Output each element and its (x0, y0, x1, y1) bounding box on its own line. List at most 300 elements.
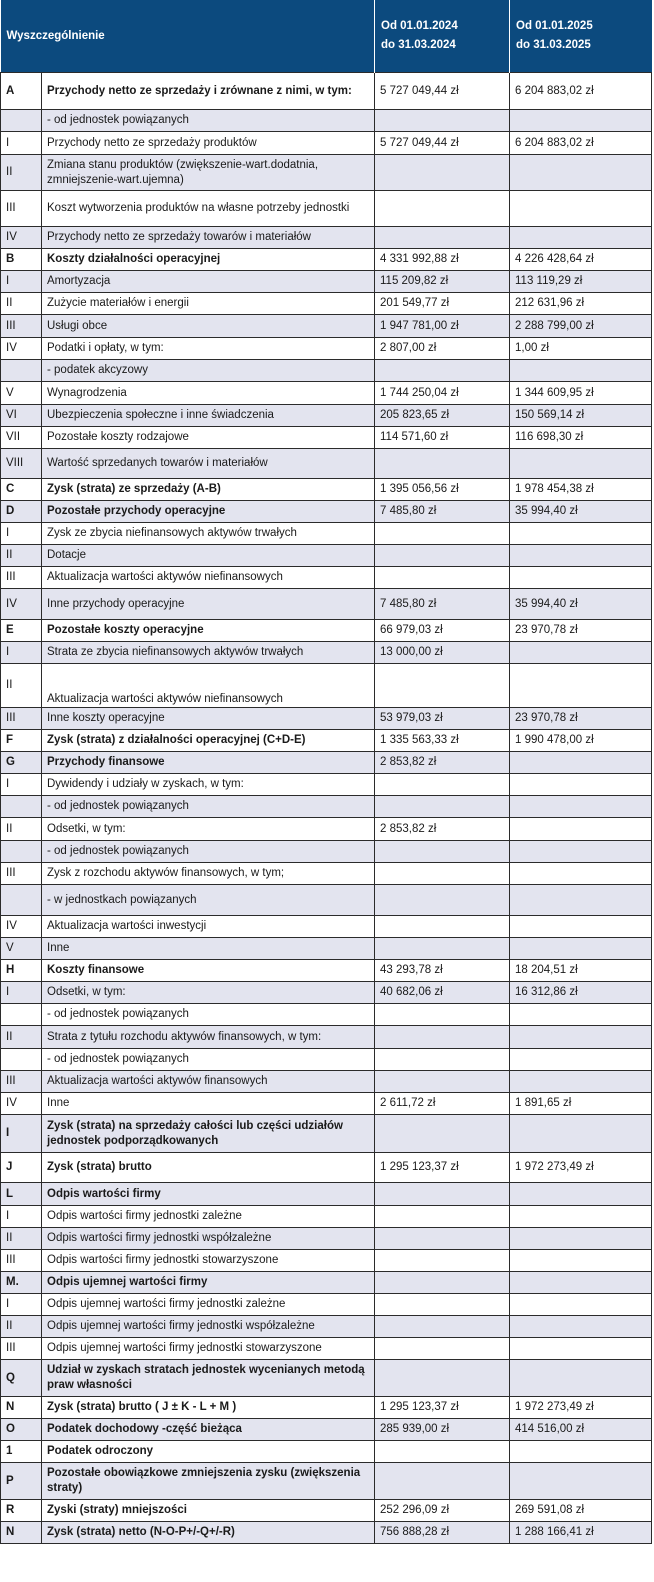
row-value-2025 (510, 449, 652, 479)
row-value-2025: 18 204,51 zł (510, 960, 652, 982)
table-row (1, 155, 652, 191)
row-value-2025: 4 226 428,64 zł (510, 249, 652, 271)
table-row (1, 642, 652, 664)
row-description: - podatek akcyzowy (42, 360, 375, 382)
row-value-2025: 6 204 883,02 zł (510, 73, 652, 110)
row-code (1, 360, 42, 382)
row-value-2025 (510, 752, 652, 774)
row-code: I (1, 642, 42, 664)
row-code: II (1, 545, 42, 567)
row-value-2025 (510, 523, 652, 545)
row-description: Zysk (strata) na sprzedaży całości lub części udziałów jednostek podporządkowanych (42, 1115, 375, 1153)
row-description: Wynagrodzenia (42, 382, 375, 405)
row-description: Zysk (strata) z działalności operacyjnej (C+D-E) (42, 730, 375, 752)
row-code: J (1, 1153, 42, 1183)
row-value-2024 (375, 360, 510, 382)
header-period-2025-to: do 31.03.2025 (516, 39, 591, 51)
row-value-2024 (375, 545, 510, 567)
table-row (1, 1026, 652, 1049)
row-code: IV (1, 227, 42, 249)
table-row (1, 1153, 652, 1183)
row-value-2025: 1 891,65 zł (510, 1093, 652, 1115)
row-description: - od jednostek powiązanych (42, 1004, 375, 1026)
row-code: III (1, 1250, 42, 1272)
row-code: E (1, 620, 42, 642)
row-code: IV (1, 916, 42, 938)
row-code: I (1, 1115, 42, 1153)
row-code: II (1, 1228, 42, 1250)
row-value-2024 (375, 664, 510, 708)
row-value-2025: 2 288 799,00 zł (510, 315, 652, 338)
row-code: N (1, 1522, 42, 1544)
table-row (1, 1522, 652, 1544)
row-description: Koszt wytworzenia produktów na własne potrzeby jednostki (42, 191, 375, 227)
row-code: D (1, 501, 42, 523)
table-row (1, 664, 652, 708)
row-value-2025: 1,00 zł (510, 338, 652, 360)
row-value-2024 (375, 1115, 510, 1153)
row-value-2025: 23 970,78 zł (510, 708, 652, 730)
table-row (1, 1228, 652, 1250)
row-value-2025 (510, 1206, 652, 1228)
row-value-2024: 43 293,78 zł (375, 960, 510, 982)
header-period-2025 (510, 0, 652, 73)
row-description: Usługi obce (42, 315, 375, 338)
table-row (1, 982, 652, 1004)
table-row (1, 1206, 652, 1228)
row-value-2025: 113 119,29 zł (510, 271, 652, 293)
row-value-2024 (375, 841, 510, 863)
row-value-2024 (375, 1272, 510, 1294)
row-code: II (1, 1026, 42, 1049)
row-code: F (1, 730, 42, 752)
row-description: - od jednostek powiązanych (42, 796, 375, 818)
row-description: Podatek dochodowy -część bieżąca (42, 1419, 375, 1441)
row-value-2025: 35 994,40 zł (510, 501, 652, 523)
row-value-2024: 1 335 563,33 zł (375, 730, 510, 752)
table-row (1, 249, 652, 271)
table-row (1, 730, 652, 752)
row-description: Inne (42, 1093, 375, 1115)
row-value-2025 (510, 796, 652, 818)
row-code: II (1, 155, 42, 191)
row-value-2025 (510, 1360, 652, 1397)
row-value-2025: 1 344 609,95 zł (510, 382, 652, 405)
row-value-2024 (375, 1294, 510, 1316)
table-row (1, 1071, 652, 1093)
row-value-2025: 35 994,40 zł (510, 589, 652, 620)
row-description: Przychody netto ze sprzedaży i zrównane z nimi, w tym: (42, 73, 375, 110)
row-code: VIII (1, 449, 42, 479)
table-row (1, 191, 652, 227)
table-row (1, 293, 652, 315)
row-value-2024 (375, 863, 510, 885)
table-row (1, 1500, 652, 1522)
row-value-2025: 150 569,14 zł (510, 405, 652, 427)
row-value-2024: 1 295 123,37 zł (375, 1153, 510, 1183)
table-row (1, 360, 652, 382)
row-code: I (1, 982, 42, 1004)
row-value-2024: 1 295 123,37 zł (375, 1397, 510, 1419)
table-row (1, 863, 652, 885)
table-row (1, 1316, 652, 1338)
table-row (1, 1397, 652, 1419)
row-value-2024 (375, 155, 510, 191)
row-description: Odpis ujemnej wartości firmy jednostki współzależne (42, 1316, 375, 1338)
row-code: III (1, 191, 42, 227)
table-row (1, 1183, 652, 1206)
row-value-2025 (510, 1294, 652, 1316)
table-row (1, 271, 652, 293)
row-code: II (1, 1316, 42, 1338)
row-description: Pozostałe koszty rodzajowe (42, 427, 375, 449)
row-value-2025 (510, 664, 652, 708)
table-row (1, 818, 652, 841)
row-description: Zmiana stanu produktów (zwiększenie-wart.dodatnia, zmniejszenie-wart.ujemna) (42, 155, 375, 191)
row-value-2025 (510, 1463, 652, 1500)
row-description: Podatek odroczony (42, 1441, 375, 1463)
row-code: B (1, 249, 42, 271)
table-row (1, 567, 652, 589)
table-row (1, 1049, 652, 1071)
table-row (1, 449, 652, 479)
table-row (1, 427, 652, 449)
row-value-2024 (375, 1206, 510, 1228)
row-description: Zysk z rozchodu aktywów finansowych, w tym; (42, 863, 375, 885)
row-description: - od jednostek powiązanych (42, 841, 375, 863)
row-value-2024: 201 549,77 zł (375, 293, 510, 315)
row-code (1, 885, 42, 916)
row-value-2024: 2 853,82 zł (375, 818, 510, 841)
row-description: Aktualizacja wartości aktywów niefinansowych (42, 664, 375, 708)
row-value-2024: 7 485,80 zł (375, 501, 510, 523)
row-value-2025 (510, 1049, 652, 1071)
row-value-2025 (510, 545, 652, 567)
row-value-2024 (375, 1004, 510, 1026)
row-code: O (1, 1419, 42, 1441)
row-code: IV (1, 338, 42, 360)
row-code: N (1, 1397, 42, 1419)
table-row (1, 708, 652, 730)
row-description: - od jednostek powiązanych (42, 1049, 375, 1071)
row-description: Aktualizacja wartości aktywów niefinansowych (42, 567, 375, 589)
row-description: Odpis wartości firmy jednostki współzależne (42, 1228, 375, 1250)
row-value-2025 (510, 1228, 652, 1250)
row-description: Strata ze zbycia niefinansowych aktywów trwałych (42, 642, 375, 664)
table-row (1, 1004, 652, 1026)
row-code: VII (1, 427, 42, 449)
row-code: III (1, 708, 42, 730)
row-description: Dywidendy i udziały w zyskach, w tym: (42, 774, 375, 796)
table-row (1, 1419, 652, 1441)
row-description: Pozostałe koszty operacyjne (42, 620, 375, 642)
table-row (1, 589, 652, 620)
row-description: Pozostałe przychody operacyjne (42, 501, 375, 523)
row-value-2025 (510, 885, 652, 916)
row-code: I (1, 1294, 42, 1316)
row-code: I (1, 523, 42, 545)
row-code: P (1, 1463, 42, 1500)
row-description: Odpis wartości firmy jednostki stowarzyszone (42, 1250, 375, 1272)
row-description: Koszty działalności operacyjnej (42, 249, 375, 271)
row-value-2025 (510, 360, 652, 382)
row-value-2024 (375, 774, 510, 796)
row-value-2024: 205 823,65 zł (375, 405, 510, 427)
table-row (1, 1272, 652, 1294)
row-value-2025 (510, 1115, 652, 1153)
row-value-2024: 66 979,03 zł (375, 620, 510, 642)
table-row (1, 774, 652, 796)
row-value-2024 (375, 227, 510, 249)
table-row (1, 405, 652, 427)
row-value-2025 (510, 1183, 652, 1206)
row-value-2024: 4 331 992,88 zł (375, 249, 510, 271)
row-value-2024: 285 939,00 zł (375, 1419, 510, 1441)
row-value-2025 (510, 774, 652, 796)
row-code: VI (1, 405, 42, 427)
row-code: I (1, 774, 42, 796)
table-row (1, 110, 652, 132)
row-code: III (1, 1071, 42, 1093)
row-value-2024: 2 807,00 zł (375, 338, 510, 360)
row-value-2025 (510, 818, 652, 841)
row-value-2025: 16 312,86 zł (510, 982, 652, 1004)
row-value-2025: 1 978 454,38 zł (510, 479, 652, 501)
row-value-2025: 6 204 883,02 zł (510, 132, 652, 155)
row-description: Wartość sprzedanych towarów i materiałów (42, 449, 375, 479)
row-code: C (1, 479, 42, 501)
row-code: R (1, 1500, 42, 1522)
row-value-2024: 5 727 049,44 zł (375, 132, 510, 155)
row-value-2025: 212 631,96 zł (510, 293, 652, 315)
row-value-2024 (375, 1360, 510, 1397)
row-description: Pozostałe obowiązkowe zmniejszenia zysku (zwiększenia straty) (42, 1463, 375, 1500)
row-code: A (1, 73, 42, 110)
row-value-2024: 114 571,60 zł (375, 427, 510, 449)
row-code: I (1, 271, 42, 293)
row-description: Odsetki, w tym: (42, 818, 375, 841)
row-value-2024: 53 979,03 zł (375, 708, 510, 730)
row-description: Przychody finansowe (42, 752, 375, 774)
header-description: Wyszczególnienie (1, 0, 375, 73)
row-description: Zysk (strata) ze sprzedaży (A-B) (42, 479, 375, 501)
header-period-2024 (375, 0, 510, 73)
table-row (1, 545, 652, 567)
header-period-2024-from: Od 01.01.2024 (381, 20, 458, 32)
row-description: Zysk (strata) netto (N-O-P+/-Q+/-R) (42, 1522, 375, 1544)
row-value-2024 (375, 885, 510, 916)
row-description: Zyski (straty) mniejszości (42, 1500, 375, 1522)
table-row (1, 1441, 652, 1463)
row-value-2024: 2 853,82 zł (375, 752, 510, 774)
row-value-2025 (510, 1004, 652, 1026)
row-value-2024 (375, 1026, 510, 1049)
table-row (1, 73, 652, 110)
row-code (1, 796, 42, 818)
row-code: I (1, 132, 42, 155)
row-value-2024: 252 296,09 zł (375, 1500, 510, 1522)
row-code (1, 841, 42, 863)
row-code: III (1, 1338, 42, 1360)
row-value-2024 (375, 1316, 510, 1338)
table-header-row (1, 0, 652, 73)
row-code: H (1, 960, 42, 982)
row-description: Zysk ze zbycia niefinansowych aktywów trwałych (42, 523, 375, 545)
row-code (1, 110, 42, 132)
table-row (1, 1115, 652, 1153)
row-value-2025 (510, 863, 652, 885)
row-code: Q (1, 1360, 42, 1397)
row-code (1, 1004, 42, 1026)
row-value-2024 (375, 796, 510, 818)
row-description: Odsetki, w tym: (42, 982, 375, 1004)
table-row (1, 796, 652, 818)
row-code: II (1, 818, 42, 841)
row-value-2025 (510, 841, 652, 863)
row-description: Ubezpieczenia społeczne i inne świadczenia (42, 405, 375, 427)
row-description: Odpis ujemnej wartości firmy jednostki stowarzyszone (42, 1338, 375, 1360)
row-description: Odpis wartości firmy jednostki zależne (42, 1206, 375, 1228)
row-value-2025 (510, 1250, 652, 1272)
row-value-2025 (510, 916, 652, 938)
row-description: Dotacje (42, 545, 375, 567)
table-row (1, 960, 652, 982)
row-description: Zysk (strata) brutto ( J ± K - L + M ) (42, 1397, 375, 1419)
table-row (1, 1463, 652, 1500)
table-row (1, 501, 652, 523)
row-value-2024: 1 395 056,56 zł (375, 479, 510, 501)
row-code: L (1, 1183, 42, 1206)
table-row (1, 938, 652, 960)
row-value-2025: 23 970,78 zł (510, 620, 652, 642)
table-row (1, 382, 652, 405)
row-description: Podatki i opłaty, w tym: (42, 338, 375, 360)
row-code: 1 (1, 1441, 42, 1463)
row-code: V (1, 938, 42, 960)
row-value-2025 (510, 191, 652, 227)
row-value-2024: 115 209,82 zł (375, 271, 510, 293)
table-row (1, 523, 652, 545)
table-row (1, 1338, 652, 1360)
table-row (1, 479, 652, 501)
row-code (1, 1049, 42, 1071)
row-code: II (1, 293, 42, 315)
row-description: Inne (42, 938, 375, 960)
row-value-2025 (510, 1026, 652, 1049)
row-description: Odpis ujemnej wartości firmy (42, 1272, 375, 1294)
row-value-2025 (510, 227, 652, 249)
row-description: Udział w zyskach stratach jednostek wycenianych metodą praw własności (42, 1360, 375, 1397)
row-value-2025 (510, 110, 652, 132)
header-period-2025-from: Od 01.01.2025 (516, 20, 593, 32)
row-value-2024 (375, 1183, 510, 1206)
table-row (1, 841, 652, 863)
row-description: Przychody netto ze sprzedaży produktów (42, 132, 375, 155)
row-description: Koszty finansowe (42, 960, 375, 982)
row-value-2025 (510, 642, 652, 664)
row-value-2024: 7 485,80 zł (375, 589, 510, 620)
row-value-2025: 1 972 273,49 zł (510, 1153, 652, 1183)
row-value-2024: 40 682,06 zł (375, 982, 510, 1004)
row-value-2024 (375, 191, 510, 227)
row-value-2025 (510, 155, 652, 191)
row-value-2025 (510, 1316, 652, 1338)
row-code: IV (1, 589, 42, 620)
row-value-2025 (510, 1272, 652, 1294)
table-row (1, 338, 652, 360)
table-row (1, 315, 652, 338)
row-value-2025 (510, 1441, 652, 1463)
table-row (1, 752, 652, 774)
table-row (1, 885, 652, 916)
row-description: Odpis ujemnej wartości firmy jednostki zależne (42, 1294, 375, 1316)
row-value-2024 (375, 1071, 510, 1093)
row-value-2024 (375, 916, 510, 938)
row-description: Zużycie materiałów i energii (42, 293, 375, 315)
row-code: M. (1, 1272, 42, 1294)
row-description: Przychody netto ze sprzedaży towarów i materiałów (42, 227, 375, 249)
row-value-2024 (375, 523, 510, 545)
row-value-2024 (375, 1338, 510, 1360)
table-row (1, 132, 652, 155)
row-code: G (1, 752, 42, 774)
row-code: II (1, 664, 42, 708)
table-row (1, 1250, 652, 1272)
row-value-2024 (375, 567, 510, 589)
row-value-2024 (375, 1228, 510, 1250)
row-description: Inne przychody operacyjne (42, 589, 375, 620)
row-code: III (1, 863, 42, 885)
row-value-2025 (510, 1338, 652, 1360)
row-value-2024 (375, 1250, 510, 1272)
row-description: Zysk (strata) brutto (42, 1153, 375, 1183)
row-description: - od jednostek powiązanych (42, 110, 375, 132)
row-value-2024: 2 611,72 zł (375, 1093, 510, 1115)
table-row (1, 1093, 652, 1115)
row-value-2024 (375, 938, 510, 960)
row-value-2025: 1 990 478,00 zł (510, 730, 652, 752)
row-value-2024 (375, 110, 510, 132)
row-description: Amortyzacja (42, 271, 375, 293)
row-value-2024: 13 000,00 zł (375, 642, 510, 664)
row-description: Odpis wartości firmy (42, 1183, 375, 1206)
header-period-2024-to: do 31.03.2024 (381, 39, 456, 51)
row-description: Aktualizacja wartości inwestycji (42, 916, 375, 938)
row-value-2024: 1 744 250,04 zł (375, 382, 510, 405)
row-value-2025: 1 288 166,41 zł (510, 1522, 652, 1544)
row-value-2024 (375, 1463, 510, 1500)
row-value-2024: 5 727 049,44 zł (375, 73, 510, 110)
row-code: III (1, 315, 42, 338)
row-code: V (1, 382, 42, 405)
row-value-2025: 414 516,00 zł (510, 1419, 652, 1441)
row-value-2025: 116 698,30 zł (510, 427, 652, 449)
row-value-2025 (510, 1071, 652, 1093)
row-value-2024 (375, 1441, 510, 1463)
table-row (1, 1360, 652, 1397)
row-description: Strata z tytułu rozchodu aktywów finansowych, w tym: (42, 1026, 375, 1049)
row-code: IV (1, 1093, 42, 1115)
row-value-2024: 756 888,28 zł (375, 1522, 510, 1544)
row-value-2024: 1 947 781,00 zł (375, 315, 510, 338)
row-value-2025: 269 591,08 zł (510, 1500, 652, 1522)
row-description: - w jednostkach powiązanych (42, 885, 375, 916)
row-value-2024 (375, 1049, 510, 1071)
row-value-2025 (510, 938, 652, 960)
row-description: Inne koszty operacyjne (42, 708, 375, 730)
table-row (1, 1294, 652, 1316)
table-row (1, 620, 652, 642)
